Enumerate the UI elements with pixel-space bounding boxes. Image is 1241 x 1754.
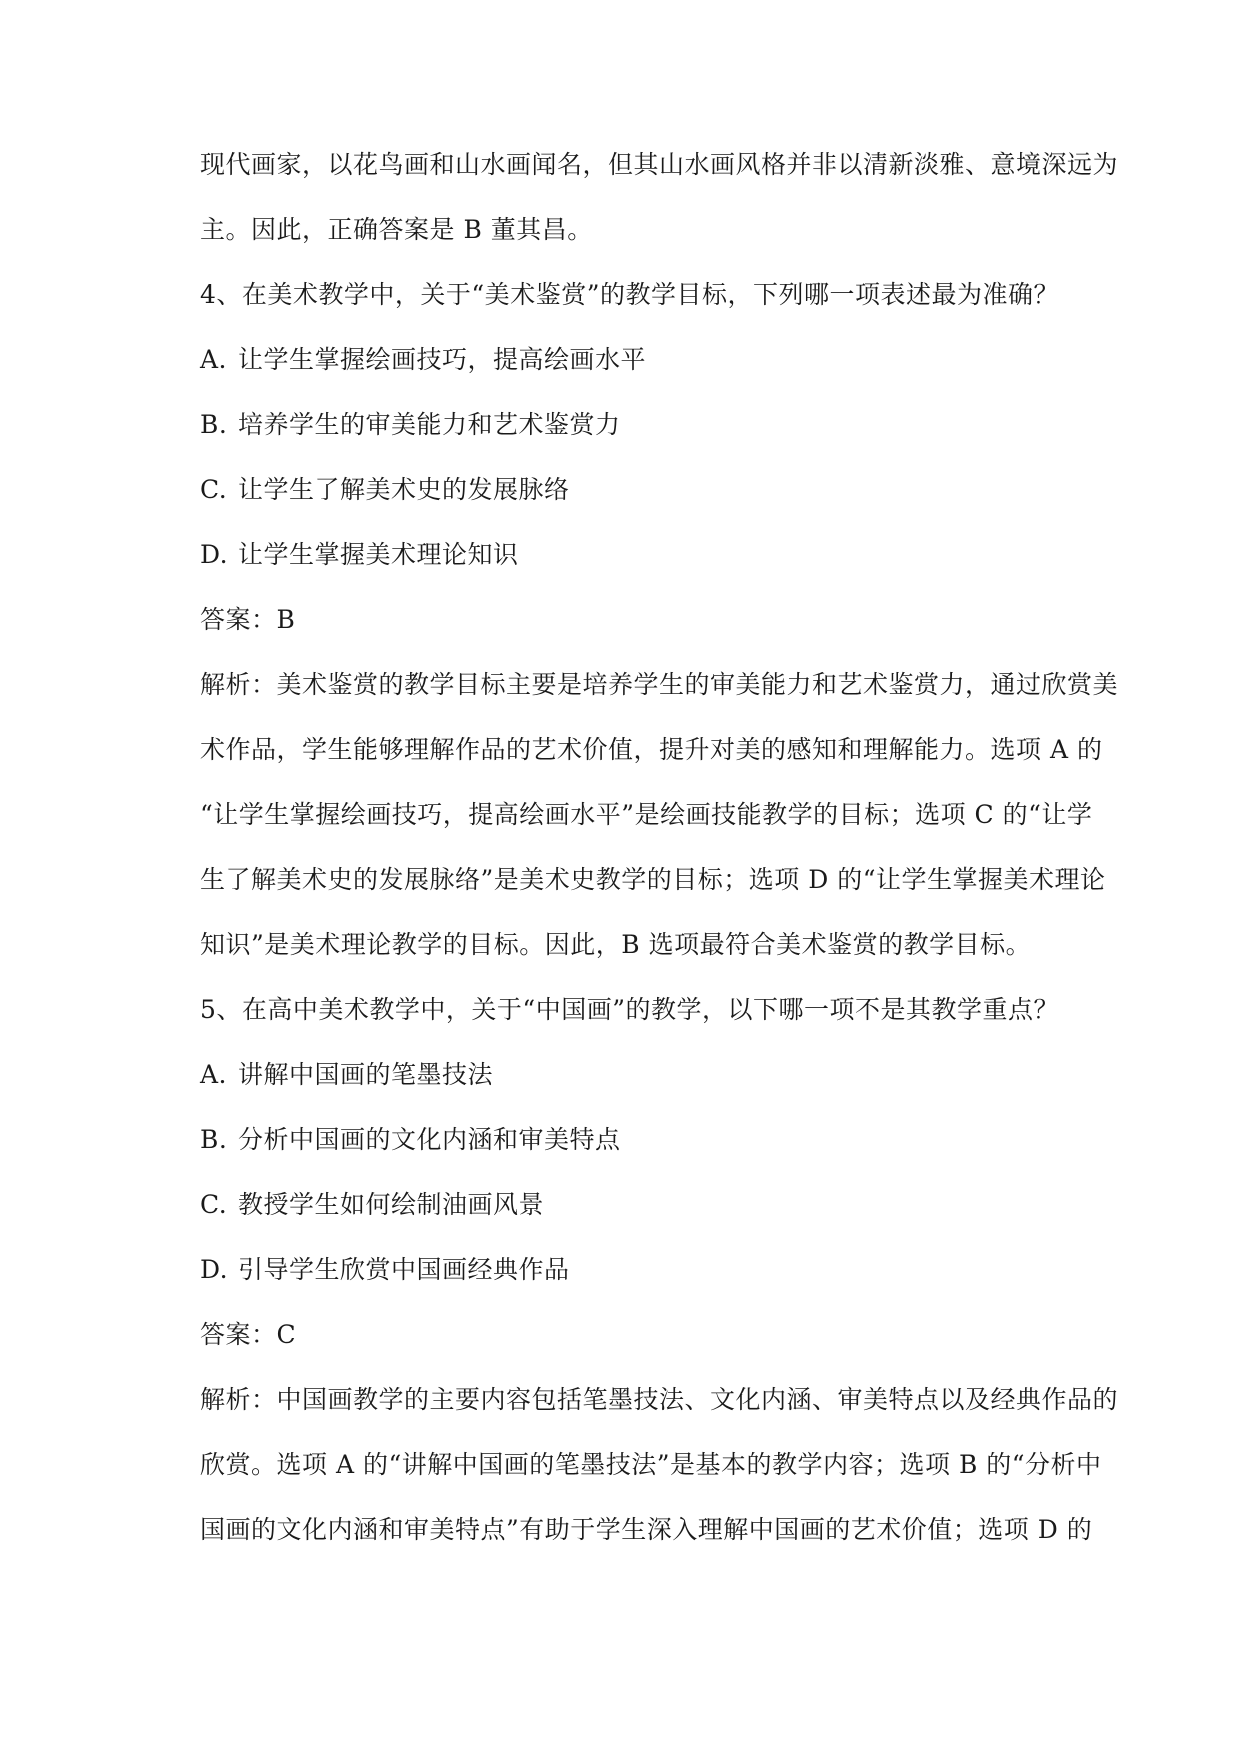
option-letter: C.: [200, 475, 228, 504]
q5-explanation-line-3: 国画的文化内涵和审美特点”有助于学生深入理解中国画的艺术价值；选项 D 的: [200, 1515, 1093, 1544]
q5-option-a: [200, 1058, 1080, 1092]
option-text: 教授学生如何绘制油画风景: [238, 1190, 545, 1219]
q4-explanation-line-1: 解析：美术鉴赏的教学目标主要是培养学生的审美能力和艺术鉴赏力，通过欣赏美: [200, 670, 1119, 699]
option-letter: A.: [200, 1060, 228, 1089]
q5-answer: 答案：C: [200, 1320, 297, 1349]
q4-question: 4、在美术教学中，关于“美术鉴赏”的教学目标，下列哪一项表述最为准确？: [200, 280, 1059, 309]
q4-option-b: [200, 408, 1080, 442]
option-text: 培养学生的审美能力和艺术鉴赏力: [238, 410, 621, 439]
q4-explanation-line-3: “让学生掌握绘画技巧，提高绘画水平”是绘画技能教学的目标；选项 C 的“让学: [200, 800, 1093, 829]
q4-explanation-line-5: 知识”是美术理论教学的目标。因此，B 选项最符合美术鉴赏的教学目标。: [200, 930, 1032, 959]
option-text: 让学生掌握美术理论知识: [238, 540, 519, 569]
option-letter: C.: [200, 1190, 228, 1219]
q3-explanation-line-1: 现代画家，以花鸟画和山水画闻名，但其山水画风格并非以清新淡雅、意境深远为: [200, 150, 1119, 179]
q5-explanation-line-2: 欣赏。选项 A 的“讲解中国画的笔墨技法”是基本的教学内容；选项 B 的“分析中: [200, 1450, 1102, 1479]
q4-answer: 答案：B: [200, 605, 296, 634]
q4-option-a: [200, 343, 1080, 377]
q4-explanation-line-4: 生了解美术史的发展脉络”是美术史教学的目标；选项 D 的“让学生掌握美术理论: [200, 865, 1106, 894]
option-letter: B.: [200, 1125, 228, 1154]
q5-option-c: [200, 1188, 1080, 1222]
option-text: 让学生了解美术史的发展脉络: [238, 475, 570, 504]
option-text: 分析中国画的文化内涵和审美特点: [238, 1125, 621, 1154]
option-text: 让学生掌握绘画技巧，提高绘画水平: [238, 345, 647, 374]
q5-option-d: [200, 1253, 1080, 1287]
option-letter: D.: [200, 1255, 229, 1284]
q5-question: 5、在高中美术教学中，关于“中国画”的教学，以下哪一项不是其教学重点？: [200, 995, 1059, 1024]
q4-option-d: [200, 538, 1080, 572]
q4-explanation-line-2: 术作品，学生能够理解作品的艺术价值，提升对美的感知和理解能力。选项 A 的: [200, 735, 1103, 764]
q5-option-b: [200, 1123, 1080, 1157]
document-body: [200, 148, 1119, 1578]
q4-option-c: [200, 473, 1080, 507]
q3-explanation-line-2: 主。因此，正确答案是 B 董其昌。: [200, 215, 593, 244]
option-text: 讲解中国画的笔墨技法: [238, 1060, 494, 1089]
option-letter: B.: [200, 410, 228, 439]
option-text: 引导学生欣赏中国画经典作品: [238, 1255, 570, 1284]
option-letter: D.: [200, 540, 229, 569]
option-letter: A.: [200, 345, 228, 374]
q5-explanation-line-1: 解析：中国画教学的主要内容包括笔墨技法、文化内涵、审美特点以及经典作品的: [200, 1385, 1119, 1414]
